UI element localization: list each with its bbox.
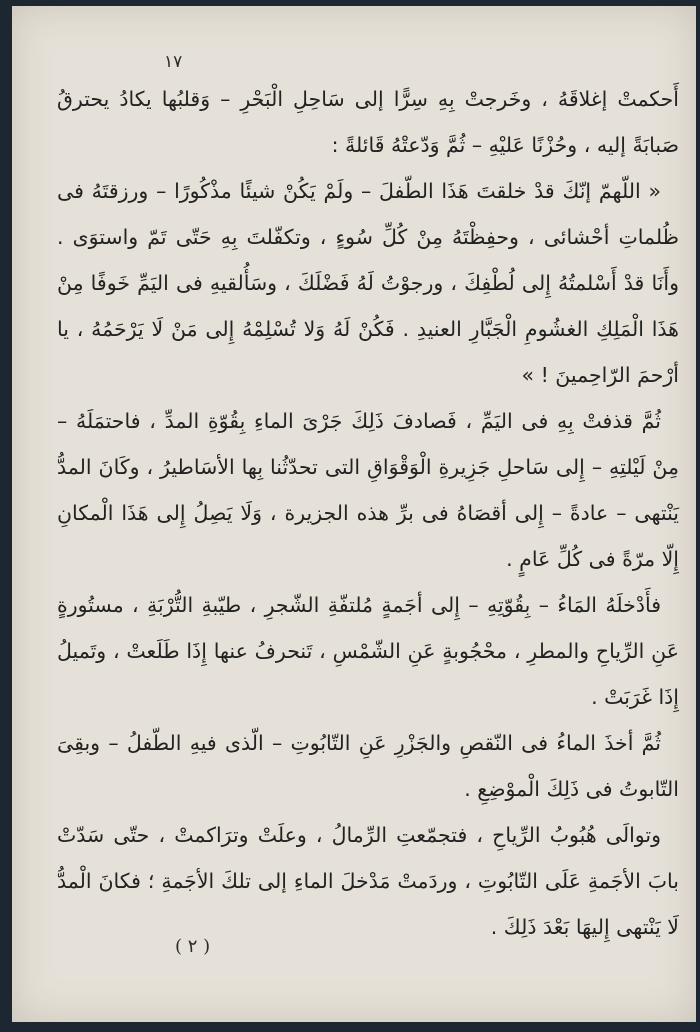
paragraph-6: وتوالَى هُبُوبُ الرِّياحِ ، فتجمّعتِ الرِّمالُ ، وعلَتْ وترَاكمتْ ، حتّى سَدّتْ بابَ الأجَمةِ عَلَى التّابُوتِ ، وردَمتْ مَدْخلَ الماءِ إلى تلكَ الأجَمةِ ؛ فكانَ الْمدُّ لَا يَنْتهى إِليهَا بَعْدَ ذَلِكَ .	[57, 823, 679, 939]
paragraph-1: أَحكمتْ إغلاقَهُ ، وخَرجتْ بِهِ سِرًّا إلى سَاحِلِ الْبَحْرِ – وَقلبُها يكادُ يحترقُ صَبابَةً إليه ، وحُزْنًا عَليْهِ – ثُمَّ وَدّعتْهُ قَائلةً :	[57, 87, 679, 157]
signature-mark: ( ٢ )	[175, 936, 211, 957]
paragraph-4: فأَدْخلَهُ المَاءُ – بِقُوّتِهِ – إِلى أجَمةٍ مُلتفّةِ الشّجرِ ، طيّبةِ التُّرْبَةِ ، مستُورةٍ عَنِ الرِّياحِ والمطرِ ، محْجُوبةٍ عَنِ الشّمْسِ ، تَنحرفُ عنها إِذَا طَلَعتْ ، وتَميلُ إِذَا غَرَبَتْ .	[57, 593, 679, 709]
body-text	[57, 76, 679, 950]
paragraph-2: « اللّهمّ إنّكَ قدْ خلقتَ هَذَا الطّفلَ – ولَمْ يَكُنْ شيئًا مذْكُورًا – ورزقتَهُ فى ظُلماتِ أحْشائى ، وحفِظْتَهُ مِنْ كُلِّ سُوءٍ ، وتكفّلتَ بِهِ حَتّى تَمّ واستوَى . وأَنَا قدْ أَسْلمتُهُ إِلى لُطْفِكَ ، ورجوْتُ لَهُ فَضْلَكَ ، وسَأُلقيهِ فى اليَمِّ خَوفًا مِنْ هَذَا الْمَلِكِ الغشُومِ الْجَبَّارِ العنيدِ . فَكُنْ لَهُ وَلا تُسْلِمْهُ إِلى مَنْ لَا يَرْحَمُهُ ، يا أرْحمَ الرّاحِمينَ ! »	[57, 179, 679, 387]
paragraph-5: ثُمَّ أخذَ الماءُ فى النّقصِ والجَزْرِ عَنِ التّابُوتِ – الّذى فيهِ الطّفلُ – وبقِىَ التّابوتُ فى ذَلِكَ الْموْضِعِ .	[57, 731, 679, 801]
page-number: ١٧	[164, 52, 183, 72]
paragraph-3: ثُمَّ قذفتْ بِهِ فى اليَمِّ ، فَصادفَ ذَلِكَ جَرْىَ الماءِ بِقُوّةِ المدِّ ، فاحتمَلَهُ – مِنْ لَيْلتِهِ – إِلى سَاحلِ جَزِيرةِ الْوَقْوَاقِ التى تحدّثُنا بِها الأسَاطيرُ ، وكَانَ المدُّ يَنْتهى – عادةً – إِلى أقصَاهُ فى برِّ هذه الجزيرة ، وَلَا يَصِلُ إِلى هَذَا الْمكانِ إِلّا مرّةً فى كُلِّ عَامٍ .	[57, 409, 679, 571]
book-page	[12, 6, 696, 1022]
